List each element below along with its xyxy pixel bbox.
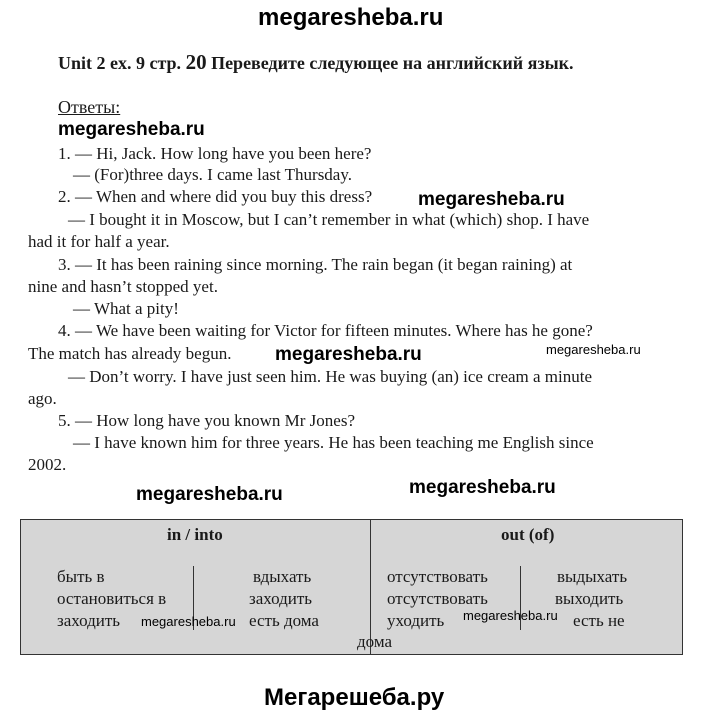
table-cell: отсутствовать — [387, 567, 488, 586]
site-watermark-inline: megaresheba.ru — [418, 189, 565, 210]
answer-line: ago. — [28, 389, 57, 408]
answer-line: The match has already begun. — [28, 344, 232, 363]
answer-line: 3. — It has been raining since morning. The rain began (it began raining) at — [58, 255, 573, 274]
site-watermark-inline: megaresheba.ru — [463, 608, 558, 623]
site-watermark-inline: megaresheba.ru — [58, 119, 205, 140]
table-cell: уходить — [387, 611, 445, 630]
table-cell: вдыхать — [253, 567, 312, 586]
table-cell: заходить — [57, 611, 121, 630]
answer-line: nine and hasn’t stopped yet. — [28, 277, 218, 296]
page-number: 20 — [185, 50, 207, 74]
answer-line: 4. — We have been waiting for Victor for fifteen minutes. Where has he gone? — [58, 321, 593, 340]
table-cell: выходить — [555, 589, 624, 608]
answer-line: 2. — When and where did you buy this dress? — [58, 187, 373, 206]
right-column-header: out (of) — [501, 525, 555, 544]
answer-line: — I have known him for three years. He has been teaching me English since — [73, 433, 594, 452]
answer-line: 1. — Hi, Jack. How long have you been here? — [58, 144, 372, 163]
heading-prefix: Unit 2 ex. 9 стр. — [58, 53, 182, 73]
table-cell: дома — [357, 632, 393, 651]
table-cell: есть дома — [249, 611, 319, 630]
answers-label: Ответы: — [58, 97, 121, 117]
answer-line: — I bought it in Moscow, but I can’t remember in what (which) shop. I have — [68, 210, 590, 229]
table-cell: есть не — [573, 611, 625, 630]
site-watermark-inline: megaresheba.ru — [409, 477, 556, 498]
answer-line: — Don’t worry. I have just seen him. He was buying (an) ice cream a minute — [68, 367, 593, 386]
site-watermark-inline: megaresheba.ru — [141, 614, 236, 629]
answer-line: — (For)three days. I came last Thursday. — [73, 165, 352, 184]
answer-line: 5. — How long have you known Mr Jones? — [58, 411, 355, 430]
table-cell: остановиться в — [57, 589, 167, 608]
table-cell: отсутствовать — [387, 589, 488, 608]
table-cell: быть в — [57, 567, 105, 586]
table-cell: заходить — [249, 589, 313, 608]
exercise-heading — [58, 50, 574, 75]
table-cell: выдыхать — [557, 567, 628, 586]
vocab-table — [20, 519, 683, 655]
heading-task: Переведите следующее на английский язык. — [211, 53, 574, 73]
left-column-header: in / into — [167, 525, 223, 544]
site-watermark-inline: megaresheba.ru — [546, 342, 641, 357]
answer-line: 2002. — [28, 455, 67, 474]
site-watermark-top: megaresheba.ru — [258, 4, 444, 31]
answer-line: had it for half a year. — [28, 232, 170, 251]
site-watermark-inline: megaresheba.ru — [136, 484, 283, 505]
site-watermark-bottom: Мегарешеба.ру — [264, 684, 445, 711]
answer-line: — What a pity! — [73, 299, 179, 318]
site-watermark-inline: megaresheba.ru — [275, 344, 422, 365]
